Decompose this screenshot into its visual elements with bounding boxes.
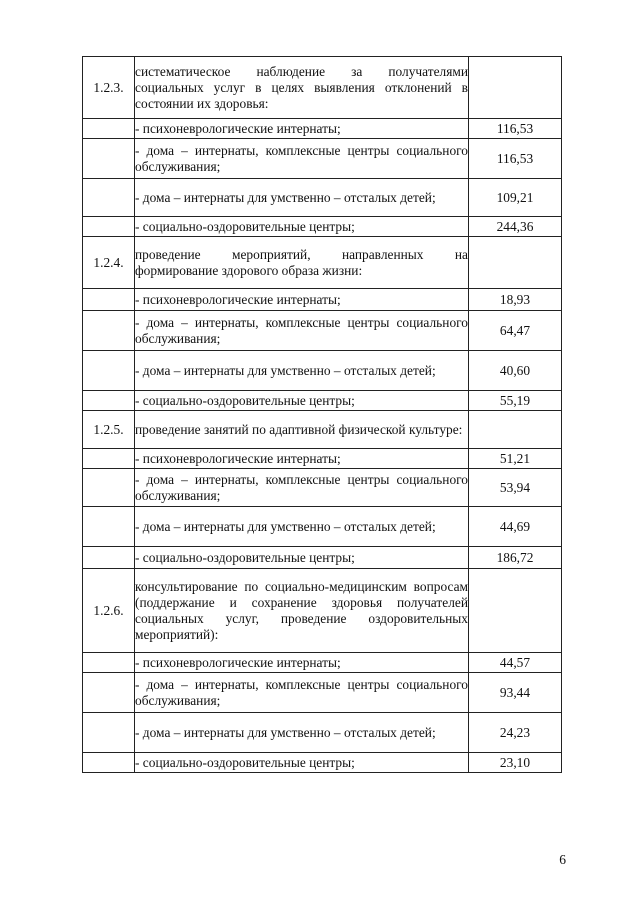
row-label: - социально-оздоровительные центры;	[135, 547, 469, 569]
table-row	[83, 713, 562, 753]
row-label: - психоневрологические интернаты;	[135, 449, 469, 469]
row-label: - дома – интернаты, комплексные центры социального обслуживания;	[135, 311, 469, 351]
row-value: 116,53	[469, 119, 562, 139]
row-label: - дома – интернаты для умственно – отсталых детей;	[135, 351, 469, 391]
table-row	[83, 753, 562, 773]
section-number: 1.2.5.	[83, 411, 135, 449]
row-value: 51,21	[469, 449, 562, 469]
section-header-row	[83, 569, 562, 653]
table-row	[83, 547, 562, 569]
section-title: систематическое наблюдение за получателями социальных услуг в целях выявления отклонений в состоянии их здоровья:	[135, 57, 469, 119]
section-number: 1.2.4.	[83, 237, 135, 289]
section-number: 1.2.6.	[83, 569, 135, 653]
row-label: - психоневрологические интернаты;	[135, 289, 469, 311]
table-row	[83, 653, 562, 673]
row-label: - психоневрологические интернаты;	[135, 119, 469, 139]
section-number: 1.2.3.	[83, 57, 135, 119]
section-title: проведение занятий по адаптивной физической культуре:	[135, 411, 469, 449]
row-value: 109,21	[469, 179, 562, 217]
row-value: 244,36	[469, 217, 562, 237]
table-row	[83, 391, 562, 411]
row-value: 18,93	[469, 289, 562, 311]
table-row	[83, 469, 562, 507]
row-value: 24,23	[469, 713, 562, 753]
row-label: - дома – интернаты для умственно – отсталых детей;	[135, 507, 469, 547]
section-title: проведение мероприятий, направленных на формирование здорового образа жизни:	[135, 237, 469, 289]
row-label: - дома – интернаты, комплексные центры социального обслуживания;	[135, 673, 469, 713]
row-value: 44,57	[469, 653, 562, 673]
row-value: 186,72	[469, 547, 562, 569]
row-value: 116,53	[469, 139, 562, 179]
row-value: 55,19	[469, 391, 562, 411]
table-row	[83, 449, 562, 469]
page-number: 6	[559, 852, 566, 867]
table-row	[83, 289, 562, 311]
table-row	[83, 119, 562, 139]
row-label: - социально-оздоровительные центры;	[135, 391, 469, 411]
row-label: - дома – интернаты для умственно – отсталых детей;	[135, 713, 469, 753]
row-label: - дома – интернаты для умственно – отсталых детей;	[135, 179, 469, 217]
table-row	[83, 139, 562, 179]
table-row	[83, 507, 562, 547]
table-row	[83, 217, 562, 237]
section-header-row	[83, 57, 562, 119]
table-row	[83, 351, 562, 391]
section-value-empty	[469, 57, 562, 119]
row-label: - социально-оздоровительные центры;	[135, 753, 469, 773]
row-value: 40,60	[469, 351, 562, 391]
table-row	[83, 179, 562, 217]
section-header-row	[83, 411, 562, 449]
row-label: - психоневрологические интернаты;	[135, 653, 469, 673]
row-label: - дома – интернаты, комплексные центры социального обслуживания;	[135, 139, 469, 179]
table-row	[83, 311, 562, 351]
row-label: - дома – интернаты, комплексные центры социального обслуживания;	[135, 469, 469, 507]
row-value: 64,47	[469, 311, 562, 351]
section-title: консультирование по социально-медицинским вопросам (поддержание и сохранение здоровья получателей социальных услуг, проведение оздоровительных мероприятий):	[135, 569, 469, 653]
row-value: 44,69	[469, 507, 562, 547]
section-header-row	[83, 237, 562, 289]
row-value: 53,94	[469, 469, 562, 507]
tariff-table	[82, 56, 562, 773]
table-row	[83, 673, 562, 713]
row-value: 93,44	[469, 673, 562, 713]
row-label: - социально-оздоровительные центры;	[135, 217, 469, 237]
row-value: 23,10	[469, 753, 562, 773]
